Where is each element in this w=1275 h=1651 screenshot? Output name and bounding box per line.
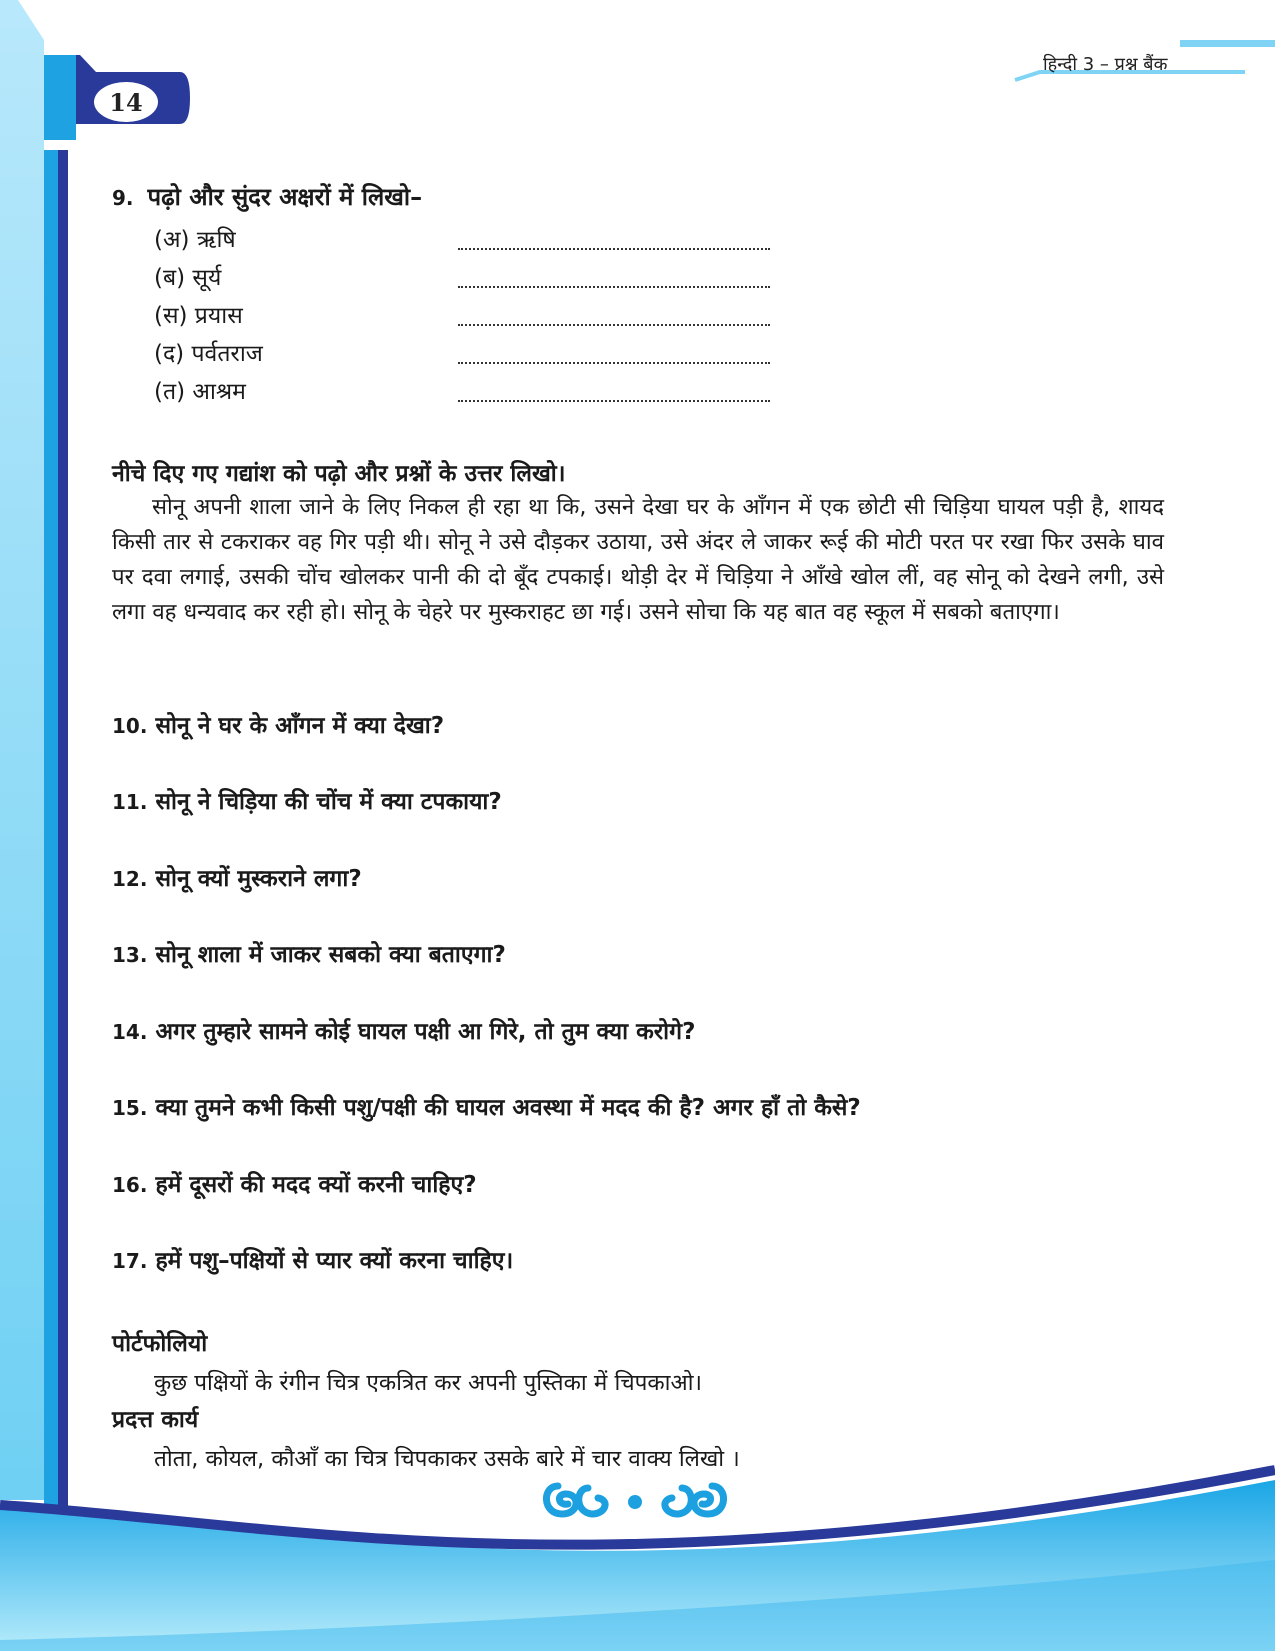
answer-line[interactable] — [458, 286, 770, 288]
q9-item: (द) पर्वतराज — [154, 341, 263, 367]
q9-title: पढ़ो और सुंदर अक्षरों में लिखो– — [147, 183, 423, 211]
answer-line[interactable] — [458, 248, 770, 250]
question: 17. हमें पशु–पक्षियों से प्यार क्यों करना चाहिए। — [112, 1248, 514, 1274]
answer-line[interactable] — [458, 362, 770, 364]
question: 13. सोनू शाला में जाकर सबको क्या बताएगा? — [112, 942, 506, 968]
q9-item: (अ) ऋषि — [154, 227, 236, 253]
question: 15. क्या तुमने कभी किसी पशु/पक्षी की घायल अवस्था में मदद की है? अगर हाँ तो कैसे? — [112, 1095, 861, 1121]
question: 16. हमें दूसरों की मदद क्यों करनी चाहिए? — [112, 1172, 477, 1198]
assignment-text: तोता, कोयल, कौआँ का चित्र चिपकाकर उसके बारे में चार वाक्य लिखो । — [154, 1446, 740, 1472]
question: 10. सोनू ने घर के आँगन में क्या देखा? — [112, 713, 445, 739]
passage-heading: नीचे दिए गए गद्यांश को पढ़ो और प्रश्नों के उत्तर लिखो। — [112, 461, 566, 487]
answer-line[interactable] — [458, 400, 770, 402]
question: 14. अगर तुम्हारे सामने कोई घायल पक्षी आ गिरे, तो तुम क्या करोगे? — [112, 1019, 696, 1045]
q9-item: (त) आश्रम — [154, 379, 246, 405]
page-number: 14 — [109, 88, 143, 117]
passage-text: सोनू अपनी शाला जाने के लिए निकल ही रहा था कि, उसने देखा घर के आँगन में एक छोटी सी चिड़िया घायल पड़ी है, शायद किसी तार से टकराकर वह गिर पड़ी थी। सोनू ने उसे दौड़कर उठाया, उसे अंदर ले जाकर रूई की मोटी परत पर रखा फिर उसके घाव पर दवा लगाई, उसकी चोंच खोलकर पानी की दो बूँद टपकाई। थोड़ी देर में चिड़िया ने आँखे खोल लीं, वह सोनू को देखने लगी, उसे लगा वह धन्यवाद कर रही हो। सोनू के चेहरे पर मुस्कराहट छा गई। उसने सोचा कि यह बात वह स्कूल में सबको बताएगा। — [112, 494, 1164, 625]
q9-item: (स) प्रयास — [154, 303, 243, 329]
book-title: हिन्दी 3 – प्रश्न बैंक — [1043, 54, 1168, 75]
answer-line[interactable] — [458, 324, 770, 326]
question: 12. सोनू क्यों मुस्कराने लगा? — [112, 866, 362, 892]
q9-heading — [112, 180, 422, 213]
end-ornament-icon — [540, 1478, 730, 1522]
portfolio-text: कुछ पक्षियों के रंगीन चित्र एकत्रित कर अपनी पुस्तिका में चिपकाओ। — [154, 1370, 703, 1396]
q9-item: (ब) सूर्य — [154, 265, 222, 291]
question: 11. सोनू ने चिड़िया की चोंच में क्या टपकाया? — [112, 789, 502, 815]
q9-number: 9. — [112, 186, 134, 210]
portfolio-heading: पोर्टफोलियो — [112, 1331, 208, 1357]
assignment-heading: प्रदत्त कार्य — [112, 1407, 199, 1433]
